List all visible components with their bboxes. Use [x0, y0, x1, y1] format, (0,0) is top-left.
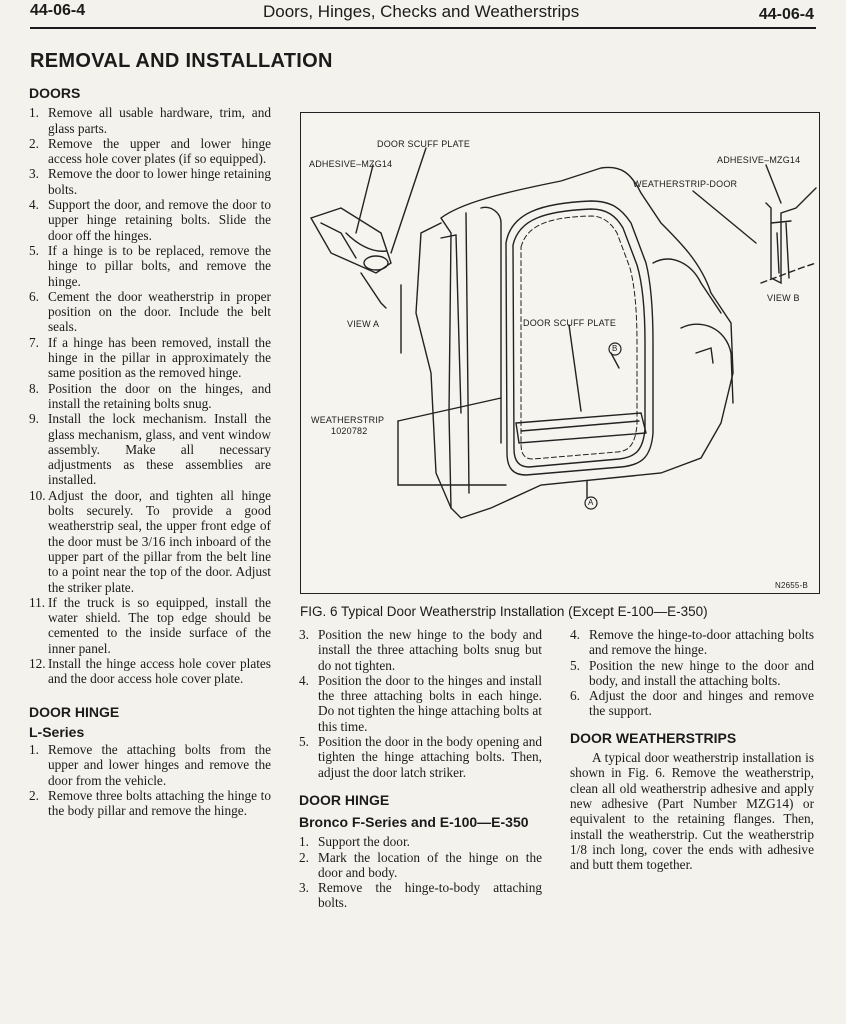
step-number: 4. — [29, 197, 39, 213]
list-item — [299, 834, 542, 849]
step-text: If the truck is so equipped, install the water shield. The top edge should be cemented to the inside surface of the inner panel. — [48, 594, 271, 656]
step-text: Position the door to the hinges and install the three attaching bolts in each hinge. Do not tighten the hinge attaching bolts at this time. — [318, 672, 542, 734]
step-text: If a hinge is to be replaced, remove the hinge to pillar bolts, and remove the hinge. — [48, 242, 271, 289]
step-text: Remove the hinge-to-door attaching bolts and remove the hinge. — [589, 627, 814, 658]
step-number: 1. — [29, 105, 39, 121]
step-number: 5. — [29, 242, 39, 258]
l-series-heading: L-Series — [29, 723, 85, 740]
step-text: Remove the hinge-to-body attaching bolts. — [318, 880, 542, 911]
step-number: 1. — [29, 742, 39, 758]
step-number: 6. — [29, 288, 39, 304]
label-view-b: VIEW B — [767, 293, 800, 303]
list-item — [29, 381, 271, 412]
list-item — [29, 136, 271, 167]
label-adhesive-left: ADHESIVE–MZG14 — [309, 159, 393, 169]
door-hinge-heading: DOOR HINGE — [29, 703, 120, 720]
figure-weatherstrip-installation — [300, 112, 820, 594]
step-text: Mark the location of the hinge on the door and body. — [318, 849, 542, 880]
label-weatherstrip: WEATHERSTRIP — [311, 415, 385, 425]
list-item — [29, 411, 271, 487]
running-title: Doors, Hinges, Checks and Weatherstrips — [263, 2, 580, 21]
list-item — [29, 197, 271, 243]
list-item — [29, 105, 271, 136]
left-column — [29, 86, 271, 819]
step-number: 8. — [29, 380, 39, 396]
step-number: 3. — [299, 880, 309, 896]
list-item — [29, 166, 271, 197]
step-number: 12. — [29, 655, 46, 671]
step-text: Remove the upper and lower hinge access hole cover plates (if so equipped). — [48, 135, 271, 167]
section-title: REMOVAL AND INSTALLATION — [30, 50, 333, 72]
label-view-a: VIEW A — [347, 319, 380, 329]
step-number: 2. — [299, 849, 309, 865]
list-item — [29, 243, 271, 289]
hinge-left-steps — [29, 742, 271, 818]
list-item — [29, 289, 271, 335]
step-text: Cement the door weatherstrip in proper position on the door. Include the belt seals. — [48, 288, 271, 335]
page-number-left: 44-06-4 — [30, 2, 86, 19]
label-weatherstrip-door: WEATHERSTRIP-DOOR — [633, 179, 738, 189]
step-number: 5. — [299, 734, 309, 750]
door-weatherstrips-heading: DOOR WEATHERSTRIPS — [570, 729, 737, 746]
step-text: Adjust the door and hinges and remove the support. — [589, 688, 814, 719]
middle-column — [299, 627, 542, 911]
header-rule — [30, 27, 816, 29]
step-number: 1. — [299, 834, 309, 850]
list-item — [570, 688, 814, 719]
door-hinge-heading-2: DOOR HINGE — [299, 791, 390, 808]
list-item — [29, 488, 271, 595]
step-number: 11. — [29, 594, 46, 610]
right-steps — [570, 627, 814, 719]
list-item — [570, 627, 814, 658]
weatherstrip-paragraph: A typical door weatherstrip installation is shown in Fig. 6. Remove the weatherstrip, clean all old weatherstrip adhesive and apply new adhesive (Part Number MZG14) or equivalent to the retaining flanges. Then, install the weatherstrip. Cut the weatherstrip 1/8 inch long, cover the ends with adhesive and butt them together. — [570, 750, 814, 873]
step-text: Install the hinge access hole cover plates and the door access hole cover plate. — [48, 655, 271, 687]
step-number: 6. — [570, 688, 580, 704]
figure-code: N2655-B — [775, 581, 808, 590]
step-number: 2. — [29, 135, 39, 151]
doors-heading: DOORS — [29, 85, 81, 101]
label-weatherstrip-part: 1020782 — [331, 426, 368, 436]
step-number: 7. — [29, 334, 39, 350]
doors-steps — [29, 105, 271, 686]
middle-steps — [299, 627, 542, 780]
list-item — [299, 734, 542, 780]
step-text: If a hinge has been removed, install the hinge in the pillar in approximately the same position as the removed hinge. — [48, 334, 271, 381]
step-number: 2. — [29, 788, 39, 804]
step-number: 4. — [299, 672, 309, 688]
list-item — [29, 595, 271, 656]
step-text: Adjust the door, and tighten all hinge bolts securely. To provide a good weatherstrip seal, the upper front edge of the door must be 3/16 inch inboard of the upper part of the pillar from the belt line to a point near the top of the door. Adjust the striker plate. — [48, 487, 271, 595]
list-item — [570, 658, 814, 689]
right-column — [570, 627, 814, 872]
step-text: Support the door. — [318, 834, 410, 850]
step-number: 3. — [29, 166, 39, 182]
list-item — [29, 742, 271, 788]
label-door-scuff-plate-mid: DOOR SCUFF PLATE — [523, 318, 617, 328]
list-item — [299, 673, 542, 734]
step-number: 9. — [29, 411, 39, 427]
step-text: Remove all usable hardware, trim, and glass parts. — [48, 105, 271, 136]
step-number: 3. — [299, 627, 309, 642]
list-item — [29, 335, 271, 381]
step-text: Install the lock mechanism. Install the glass mechanism, glass, and vent window assembly. Make all necessary adjustments as these assemblies are installed. — [48, 411, 271, 488]
label-door-scuff-plate-top: DOOR SCUFF PLATE — [377, 139, 471, 149]
step-text: Position the new hinge to the body and install the three attaching bolts snug but do not tighten. — [318, 627, 542, 673]
step-text: Remove the attaching bolts from the upper and lower hinges and remove the door from the vehicle. — [48, 742, 271, 788]
step-text: Remove the door to lower hinge retaining bolts. — [48, 166, 271, 197]
callout-a: A — [588, 498, 594, 507]
figure-caption: FIG. 6 Typical Door Weatherstrip Installation (Except E-100—E-350) — [300, 604, 708, 619]
door-illustration — [301, 113, 819, 593]
step-number: 4. — [570, 627, 580, 642]
step-number: 10. — [29, 487, 46, 503]
step-text: Support the door, and remove the door to upper hinge retaining bolts. Slide the door off the hinges. — [48, 197, 271, 243]
step-text: Position the new hinge to the door and body, and install the attaching bolts. — [589, 657, 814, 688]
page-number-right: 44-06-4 — [758, 6, 814, 23]
step-text: Position the door on the hinges, and install the retaining bolts snug. — [48, 380, 271, 411]
label-adhesive-right: ADHESIVE–MZG14 — [717, 155, 801, 165]
list-item — [29, 656, 271, 687]
callout-b: B — [612, 344, 618, 353]
list-item — [299, 627, 542, 673]
step-number: 5. — [570, 657, 580, 673]
middle-steps-2 — [299, 834, 542, 910]
list-item — [299, 880, 542, 911]
step-text: Remove three bolts attaching the hinge to the body pillar and remove the hinge. — [48, 788, 271, 819]
bronco-heading: Bronco F-Series and E-100—E-350 — [299, 814, 529, 831]
step-text: Position the door in the body opening and tighten the hinge attaching bolts. Then, adjust the door latch striker. — [318, 734, 542, 780]
list-item — [299, 850, 542, 881]
list-item — [29, 788, 271, 819]
